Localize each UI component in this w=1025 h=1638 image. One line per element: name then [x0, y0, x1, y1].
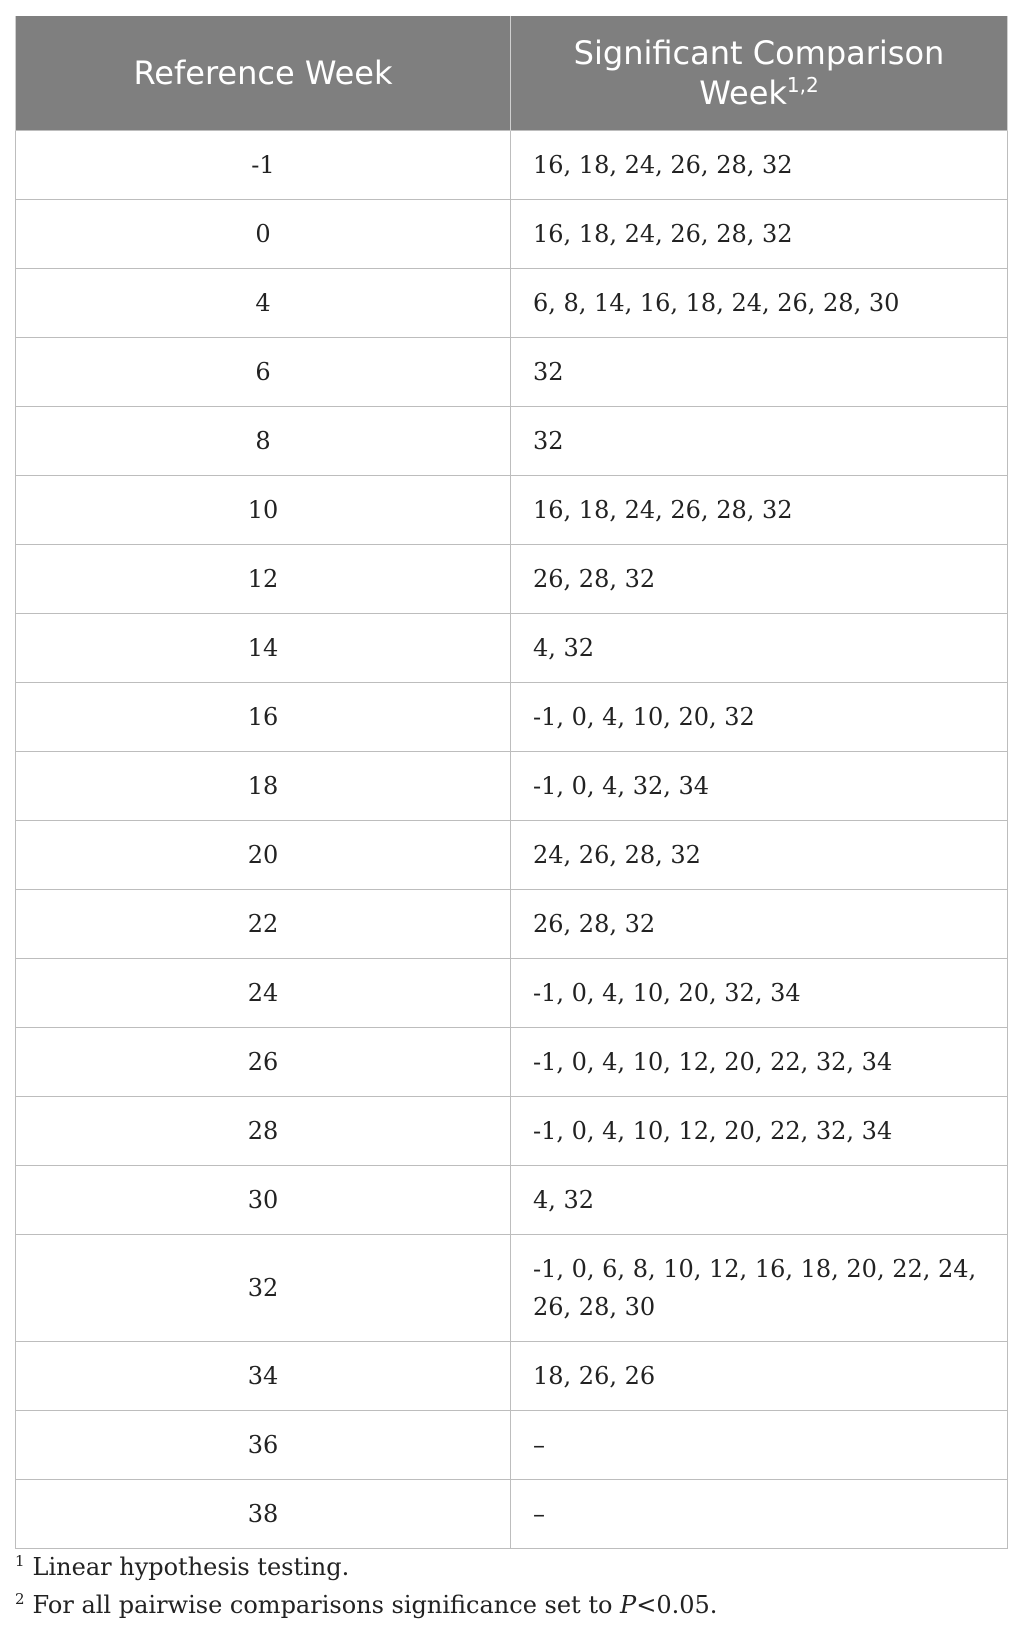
table-row: [16, 821, 1008, 890]
footnotes: [15, 1548, 717, 1624]
comparison-weeks-cell: –: [511, 1480, 1008, 1549]
reference-week-cell: 28: [16, 1097, 511, 1166]
footnote-1: [15, 1548, 717, 1586]
table-row: [16, 752, 1008, 821]
table-header: [16, 16, 1008, 131]
comparison-weeks-cell: 24, 26, 28, 32: [511, 821, 1008, 890]
reference-week-cell: 26: [16, 1028, 511, 1097]
comparison-weeks-cell: -1, 0, 4, 10, 12, 20, 22, 32, 34: [511, 1028, 1008, 1097]
reference-week-cell: 32: [16, 1235, 511, 1342]
table-row: [16, 131, 1008, 200]
comparison-weeks-cell: 18, 26, 26: [511, 1342, 1008, 1411]
reference-week-cell: 10: [16, 476, 511, 545]
table-row: [16, 1342, 1008, 1411]
table-body: [16, 131, 1008, 1549]
comparison-weeks-cell: 32: [511, 407, 1008, 476]
reference-week-cell: 30: [16, 1166, 511, 1235]
table-row: [16, 269, 1008, 338]
header-significant-comparison-week: [511, 16, 1008, 131]
table-row: [16, 338, 1008, 407]
comparison-weeks-cell: -1, 0, 6, 8, 10, 12, 16, 18, 20, 22, 24, 26, 28, 30: [511, 1235, 1008, 1342]
reference-week-cell: 36: [16, 1411, 511, 1480]
header-reference-week-label: Reference Week: [133, 54, 393, 92]
comparison-weeks-cell: 4, 32: [511, 614, 1008, 683]
footnote-1-text: Linear hypothesis testing.: [32, 1553, 350, 1581]
footnote-2-italic-p: P: [620, 1591, 637, 1619]
reference-week-cell: 18: [16, 752, 511, 821]
comparison-weeks-cell: 16, 18, 24, 26, 28, 32: [511, 476, 1008, 545]
comparison-weeks-cell: 6, 8, 14, 16, 18, 24, 26, 28, 30: [511, 269, 1008, 338]
table-row: [16, 683, 1008, 752]
footnote-2-text-before: For all pairwise comparisons significance set to: [32, 1591, 621, 1619]
comparison-weeks-cell: –: [511, 1411, 1008, 1480]
reference-week-cell: 34: [16, 1342, 511, 1411]
reference-week-cell: 12: [16, 545, 511, 614]
table-row: [16, 476, 1008, 545]
comparison-table: [15, 16, 1008, 1549]
reference-week-cell: 8: [16, 407, 511, 476]
reference-week-cell: 16: [16, 683, 511, 752]
table-row: [16, 959, 1008, 1028]
table-row: [16, 1235, 1008, 1342]
table-row: [16, 614, 1008, 683]
table-row: [16, 200, 1008, 269]
table-row: [16, 1028, 1008, 1097]
comparison-weeks-cell: 26, 28, 32: [511, 545, 1008, 614]
comparison-weeks-cell: 4, 32: [511, 1166, 1008, 1235]
reference-week-cell: 14: [16, 614, 511, 683]
table-row: [16, 1166, 1008, 1235]
table-row: [16, 1480, 1008, 1549]
comparison-weeks-cell: -1, 0, 4, 10, 12, 20, 22, 32, 34: [511, 1097, 1008, 1166]
footnote-2-text-after: <0.05.: [636, 1591, 718, 1619]
reference-week-cell: 4: [16, 269, 511, 338]
footnote-2: [15, 1586, 717, 1624]
comparison-weeks-cell: -1, 0, 4, 10, 20, 32: [511, 683, 1008, 752]
comparison-weeks-cell: 16, 18, 24, 26, 28, 32: [511, 200, 1008, 269]
data-table-container: [15, 16, 1007, 1549]
header-reference-week: [16, 16, 511, 131]
reference-week-cell: 24: [16, 959, 511, 1028]
comparison-weeks-cell: 16, 18, 24, 26, 28, 32: [511, 131, 1008, 200]
comparison-weeks-cell: -1, 0, 4, 10, 20, 32, 34: [511, 959, 1008, 1028]
reference-week-cell: 38: [16, 1480, 511, 1549]
footnote-2-mark: 2: [15, 1590, 25, 1608]
table-row: [16, 545, 1008, 614]
footnote-1-mark: 1: [15, 1552, 25, 1570]
reference-week-cell: 6: [16, 338, 511, 407]
reference-week-cell: 22: [16, 890, 511, 959]
table-row: [16, 1411, 1008, 1480]
table-row: [16, 890, 1008, 959]
table-row: [16, 407, 1008, 476]
comparison-weeks-cell: -1, 0, 4, 32, 34: [511, 752, 1008, 821]
comparison-weeks-cell: 32: [511, 338, 1008, 407]
comparison-weeks-cell: 26, 28, 32: [511, 890, 1008, 959]
header-footnote-marks: 1,2: [786, 73, 819, 97]
table-row: [16, 1097, 1008, 1166]
reference-week-cell: 20: [16, 821, 511, 890]
header-significant-comparison-week-label: Significant Comparison Week: [573, 34, 945, 112]
reference-week-cell: -1: [16, 131, 511, 200]
reference-week-cell: 0: [16, 200, 511, 269]
